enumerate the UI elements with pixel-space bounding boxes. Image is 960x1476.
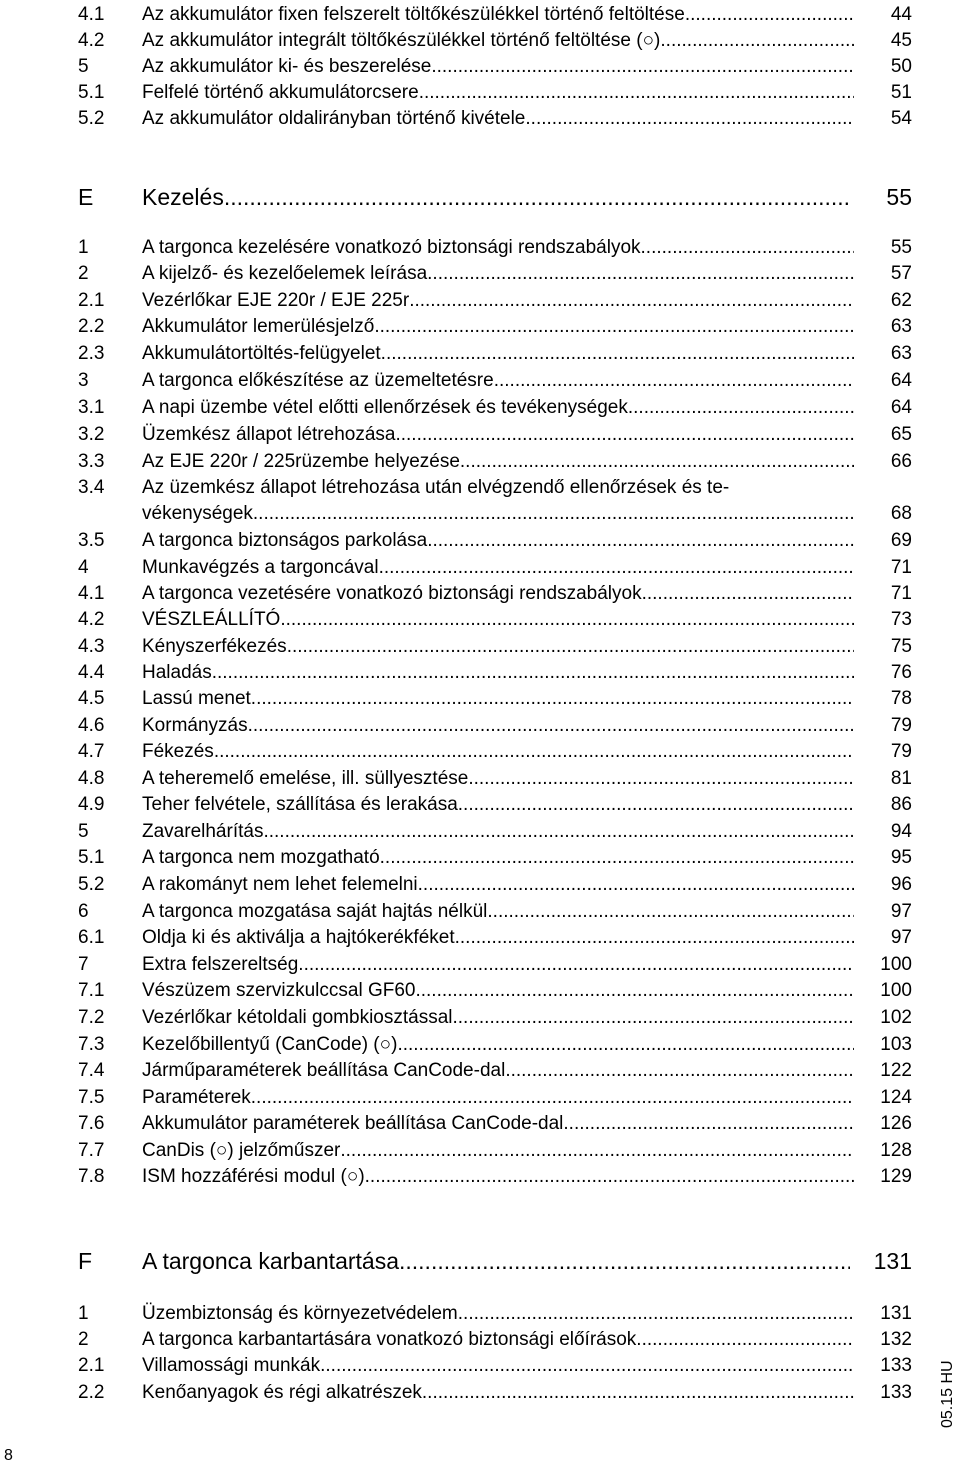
dot-leader (460, 449, 854, 475)
toc-entry-title: Kezelés (142, 184, 224, 210)
toc-entry-page: 62 (890, 290, 912, 311)
dot-leader (214, 739, 854, 765)
toc-entry-number: 3.4 (78, 477, 105, 498)
toc-entry-number: 1 (78, 237, 89, 258)
toc-entry-title: Vezérlőkar EJE 220r / EJE 225r (142, 290, 410, 311)
toc-entry-title: A targonca karbantartása (142, 1248, 399, 1274)
toc-entry-title: A targonca kezelésére vonatkozó biztonsági rendszabályok (142, 237, 641, 258)
toc-entry-page: 100 (880, 954, 912, 975)
toc-entry-page: 86 (890, 794, 912, 815)
toc-entry-page: 132 (880, 1329, 912, 1350)
dot-leader (287, 634, 854, 660)
toc-entry-page: 95 (890, 847, 912, 868)
toc-entry-title: Akkumulátortöltés-felügyelet (142, 343, 381, 364)
toc-entry-number: 4.4 (78, 662, 105, 683)
toc-entry-title: Akkumulátor lemerülésjelző (142, 316, 375, 337)
toc-entry-title: VÉSZLEÁLLÍTÓ (142, 609, 281, 630)
toc-entry-page: 71 (890, 557, 912, 578)
dot-leader (248, 713, 854, 739)
dot-leader (251, 1085, 854, 1111)
toc-entry-page: 79 (890, 741, 912, 762)
toc-entry-page: 75 (890, 636, 912, 657)
toc-entry-page: 76 (890, 662, 912, 683)
toc-entry-number: 4.7 (78, 741, 105, 762)
dot-leader (399, 1246, 850, 1276)
toc-entry-page: 133 (880, 1355, 912, 1376)
toc-entry-title-first-line: Az üzemkész állapot létrehozása után elvégzendő ellenőrzések és te- (142, 477, 730, 498)
toc-entry-title: Üzembiztonság és környezetvédelem (142, 1303, 458, 1324)
dot-leader (409, 288, 854, 314)
toc-entry-title: Az EJE 220r / 225rüzembe helyezése (142, 451, 460, 472)
dot-leader (263, 819, 854, 845)
toc-entry-page: 64 (890, 370, 912, 391)
toc-entry-page: 102 (880, 1007, 912, 1028)
toc-entry-number: 4.9 (78, 794, 105, 815)
toc-entry-title: Oldja ki és aktiválja a hajtókerékféket (142, 927, 455, 948)
toc-entry-title: Kényszerfékezés (142, 636, 287, 657)
toc-entry-number: 5 (78, 821, 89, 842)
toc-entry-number: 7.5 (78, 1087, 105, 1108)
dot-leader (381, 341, 854, 367)
dot-leader (224, 182, 850, 212)
toc-entry-title: Haladás (142, 662, 212, 683)
toc-entry-number: 4.3 (78, 636, 105, 657)
toc-entry-number: 7.6 (78, 1113, 105, 1134)
dot-leader (494, 368, 854, 394)
toc-entry-title: Az akkumulátor ki- és beszerelése (142, 56, 432, 77)
dot-leader (642, 581, 854, 607)
toc-entry-title: A targonca biztonságos parkolása (142, 530, 428, 551)
toc-entry-page: 55 (886, 184, 912, 210)
dot-leader (685, 2, 854, 28)
toc-entry-page: 94 (890, 821, 912, 842)
page-number: 8 (4, 1447, 13, 1464)
toc-entry-page: 126 (880, 1113, 912, 1134)
toc-entry-page: 44 (890, 4, 912, 25)
toc-entry-page: 96 (890, 874, 912, 895)
toc-entry-number: 7.4 (78, 1060, 105, 1081)
toc-entry-page: 100 (880, 980, 912, 1001)
toc-entry-number: 4.2 (78, 609, 105, 630)
toc-entry-number: 3 (78, 370, 89, 391)
toc-entry-number: 5.2 (78, 874, 105, 895)
dot-leader (280, 607, 854, 633)
toc-entry-number: 3.1 (78, 397, 105, 418)
toc-entry-number: 5 (78, 56, 89, 77)
dot-leader (431, 54, 854, 80)
toc-entry-number: 3.5 (78, 530, 105, 551)
toc-entry-page: 124 (880, 1087, 912, 1108)
toc-entry-page: 64 (890, 397, 912, 418)
dot-leader (458, 1301, 854, 1327)
toc-entry-page: 79 (890, 715, 912, 736)
dot-leader (427, 528, 854, 554)
toc-entry-number: 5.1 (78, 847, 105, 868)
toc-entry-number: 2.2 (78, 1382, 105, 1403)
dot-leader (563, 1111, 854, 1137)
toc-entry-number: 1 (78, 1303, 89, 1324)
toc-entry-title: Vészüzem szervizkulccsal GF60 (142, 980, 416, 1001)
toc-entry-page: 73 (890, 609, 912, 630)
toc-entry-title: Lassú menet (142, 688, 251, 709)
toc-entry-number: 2.1 (78, 1355, 105, 1376)
toc-entry-page: 54 (890, 108, 912, 129)
toc-entry-number: 2 (78, 1329, 89, 1350)
toc-entry-page: 69 (890, 530, 912, 551)
dot-leader (628, 395, 854, 421)
toc-entry-title: Az akkumulátor fixen felszerelt töltőkészülékkel történő feltöltése (142, 4, 685, 25)
toc-entry-title: CanDis (○) jelzőműszer (142, 1140, 341, 1161)
dot-leader (455, 925, 854, 951)
toc-entry-page: 68 (890, 503, 912, 524)
toc-entry-number: 6 (78, 901, 89, 922)
toc-entry-page: 63 (890, 343, 912, 364)
dot-leader (395, 422, 854, 448)
toc-entry-number: E (78, 184, 94, 210)
dot-leader (458, 792, 854, 818)
dot-leader (636, 1327, 854, 1353)
toc-entry-page: 103 (880, 1034, 912, 1055)
dot-leader (212, 660, 854, 686)
dot-leader (422, 1380, 854, 1406)
toc-entry-number: 5.2 (78, 108, 105, 129)
toc-entry-title: Járműparaméterek beállítása CanCode-dal (142, 1060, 506, 1081)
toc-entry-number: 7.1 (78, 980, 105, 1001)
toc-entry-number: 4.2 (78, 30, 105, 51)
toc-entry-number: 4.1 (78, 4, 105, 25)
toc-entry-number: 4.1 (78, 583, 105, 604)
dot-leader (641, 235, 854, 261)
toc-entry-page: 81 (890, 768, 912, 789)
toc-entry-number: 2.1 (78, 290, 105, 311)
toc-entry-title: Munkavégzés a targoncával (142, 557, 379, 578)
toc-entry-page: 97 (890, 901, 912, 922)
toc-entry-page: 133 (880, 1382, 912, 1403)
toc-entry-page: 45 (890, 30, 912, 51)
dot-leader (365, 1164, 854, 1190)
dot-leader (379, 555, 854, 581)
toc-entry-page: 51 (890, 82, 912, 103)
dot-leader (660, 28, 854, 54)
toc-entry-number: 6.1 (78, 927, 105, 948)
toc-entry-number: 7.3 (78, 1034, 105, 1055)
dot-leader (253, 501, 854, 527)
toc-entry-title: Az akkumulátor oldalirányban történő kivétele (142, 108, 526, 129)
toc-entry-title: A targonca karbantartására vonatkozó biztonsági előírások (142, 1329, 637, 1350)
toc-entry-title: A targonca mozgatása saját hajtás nélkül (142, 901, 488, 922)
toc-entry-title: ISM hozzáférési modul (○) (142, 1166, 365, 1187)
dot-leader (525, 106, 854, 132)
toc-entry-title: Akkumulátor paraméterek beállítása CanCode-dal (142, 1113, 564, 1134)
toc-entry-title: A napi üzembe vétel előtti ellenőrzések és tevékenységek (142, 397, 628, 418)
toc-entry-number: 2.3 (78, 343, 105, 364)
toc-entry-page: 129 (880, 1166, 912, 1187)
toc-entry-page: 131 (873, 1248, 912, 1274)
toc-entry-page: 128 (880, 1140, 912, 1161)
dot-leader (397, 1032, 854, 1058)
toc-entry-title: Kenőanyagok és régi alkatrészek (142, 1382, 422, 1403)
toc-entry-title: A targonca előkészítése az üzemeltetésre (142, 370, 494, 391)
toc-entry-page: 131 (880, 1303, 912, 1324)
toc-entry-title: A targonca nem mozgatható (142, 847, 380, 868)
toc-entry-number: 5.1 (78, 82, 105, 103)
toc-entry-title: Paraméterek (142, 1087, 251, 1108)
dot-leader (418, 872, 854, 898)
dot-leader (505, 1058, 854, 1084)
toc-entry-number: 4.8 (78, 768, 105, 789)
dot-leader (298, 952, 854, 978)
dot-leader (320, 1353, 854, 1379)
dot-leader (468, 766, 854, 792)
toc-entry-title: Teher felvétele, szállítása és lerakása (142, 794, 458, 815)
toc-entry-page: 55 (890, 237, 912, 258)
toc-entry-title: A rakományt nem lehet felemelni (142, 874, 418, 895)
toc-entry-number: 2 (78, 263, 89, 284)
toc-entry-number: 4.6 (78, 715, 105, 736)
toc-entry-title: Felfelé történő akkumulátorcsere (142, 82, 419, 103)
toc-entry-title: Az akkumulátor integrált töltőkészülékkel történő feltöltése (○) (142, 30, 661, 51)
dot-leader (453, 1005, 855, 1031)
toc-entry-title: Fékezés (142, 741, 214, 762)
toc-entry-title: Extra felszereltség (142, 954, 299, 975)
toc-entry-number: 3.2 (78, 424, 105, 445)
toc-entry-title: Villamossági munkák (142, 1355, 321, 1376)
dot-leader (427, 261, 854, 287)
edition-code: 05.15 HU (939, 1360, 956, 1428)
toc-entry-page: 78 (890, 688, 912, 709)
dot-leader (380, 845, 854, 871)
toc-entry-page: 57 (890, 263, 912, 284)
toc-entry-number: 7.7 (78, 1140, 105, 1161)
toc-entry-number: 4 (78, 557, 89, 578)
toc-entry-number: F (78, 1248, 93, 1274)
dot-leader (419, 80, 854, 106)
toc-entry-page: 122 (880, 1060, 912, 1081)
toc-entry-title: vékenységek (142, 503, 253, 524)
toc-entry-number: 7.8 (78, 1166, 105, 1187)
toc-entry-number: 3.3 (78, 451, 105, 472)
toc-entry-number: 2.2 (78, 316, 105, 337)
dot-leader (251, 686, 854, 712)
toc-entry-page: 65 (890, 424, 912, 445)
toc-entry-number: 4.5 (78, 688, 105, 709)
toc-entry-page: 50 (890, 56, 912, 77)
toc-entry-title: Üzemkész állapot létrehozása (142, 424, 396, 445)
toc-entry-number: 7 (78, 954, 89, 975)
toc-entry-title: Zavarelhárítás (142, 821, 264, 842)
toc-entry-title: Kezelőbillentyű (CanCode) (○) (142, 1034, 398, 1055)
dot-leader (374, 314, 854, 340)
toc-entry-page: 63 (890, 316, 912, 337)
toc-entry-title: Vezérlőkar kétoldali gombkiosztással (142, 1007, 453, 1028)
toc-entry-number: 7.2 (78, 1007, 105, 1028)
toc-entry-title: A kijelző- és kezelőelemek leírása (142, 263, 428, 284)
toc-entry-page: 97 (890, 927, 912, 948)
toc-entry-title: A teheremelő emelése, ill. süllyesztése (142, 768, 469, 789)
toc-entry-page: 66 (890, 451, 912, 472)
dot-leader (415, 978, 854, 1004)
toc-entry-title: A targonca vezetésére vonatkozó biztonsági rendszabályok (142, 583, 642, 604)
dot-leader (487, 899, 854, 925)
dot-leader (340, 1138, 854, 1164)
toc-entry-title: Kormányzás (142, 715, 248, 736)
toc-entry-page: 71 (890, 583, 912, 604)
